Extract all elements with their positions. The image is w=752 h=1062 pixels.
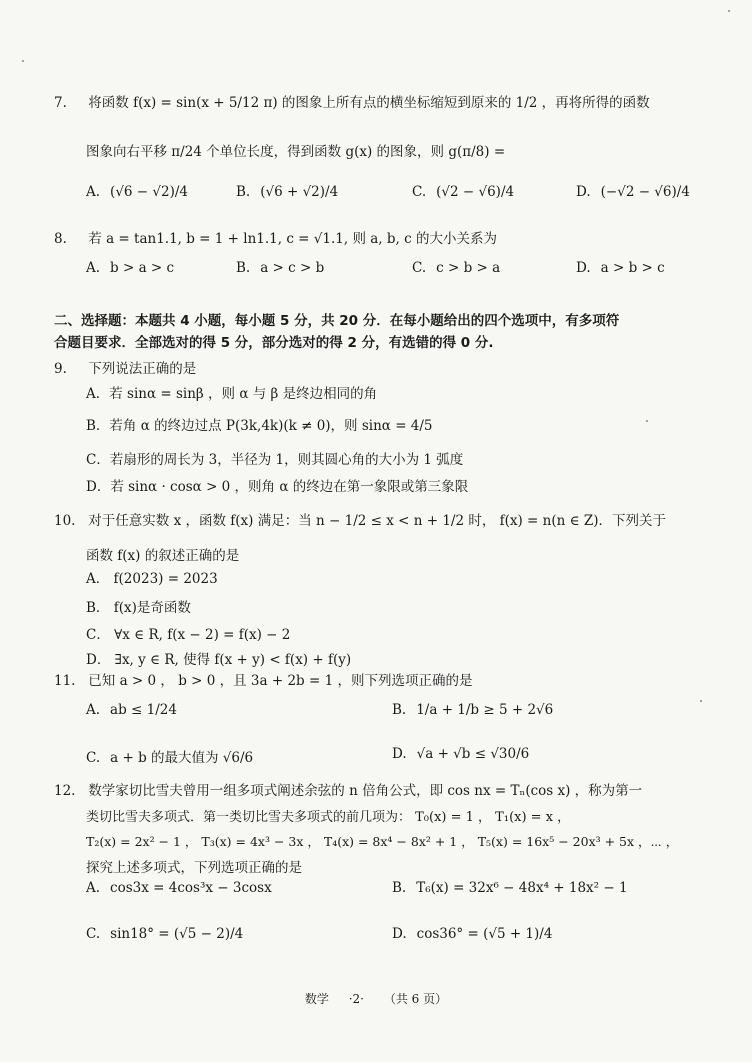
question-number: 7. <box>54 95 67 111</box>
option-a: A. cos3x = 4cos³x − 3cosx <box>86 880 272 896</box>
question-8 <box>54 228 704 250</box>
section-2-header-line2: 合题目要求．全部选对的得 5 分，部分选对的得 2 分，有选错的得 0 分. <box>54 335 494 351</box>
question-7-line2: 图象向右平移 π/24 个单位长度，得到函数 g(x) 的图象，则 g(π/8) = <box>86 144 506 160</box>
page-footer <box>0 990 752 1007</box>
option-d: D. a > b > c <box>576 260 665 276</box>
question-12-line4: 探究上述多项式，下列选项正确的是 <box>86 860 302 876</box>
option-a: A. b > a > c <box>86 260 175 276</box>
question-stem: 对于任意实数 x ，函数 f(x) 满足：当 n − 1/2 ≤ x < n + 1/2 时， f(x) = n(n ∈ Z)．下列关于 <box>88 513 667 529</box>
scan-speck <box>700 700 702 702</box>
option-d: D. cos36° = (√5 + 1)/4 <box>392 926 553 942</box>
option-b: B． f(x)是奇函数 <box>86 600 191 616</box>
option-d: D. (−√2 − √6)/4 <box>576 184 690 200</box>
scan-speck <box>22 60 24 62</box>
question-stem: 下列说法正确的是 <box>88 361 197 377</box>
option-a: A. (√6 − √2)/4 <box>86 184 188 200</box>
question-11 <box>54 670 704 692</box>
question-12 <box>54 780 704 802</box>
option-b: B. (√6 + √2)/4 <box>236 184 339 200</box>
question-number: 11. <box>54 673 76 689</box>
option-d: D. √a + √b ≤ √30/6 <box>392 746 530 762</box>
question-10-line2: 函数 f(x) 的叙述正确的是 <box>86 548 240 564</box>
question-stem: 已知 a > 0 ， b > 0 ，且 3a + 2b = 1 ，则下列选项正确的是 <box>88 673 473 689</box>
question-7 <box>54 92 704 114</box>
option-b: B. 1/a + 1/b ≥ 5 + 2√6 <box>392 702 554 718</box>
question-stem: 数学家切比雪夫曾用一组多项式阐述余弦的 n 倍角公式，即 cos nx = Tₙ(cos x) ，称为第一 <box>88 783 643 799</box>
scan-speck <box>646 420 648 422</box>
question-12-line3: T₂(x) = 2x² − 1 ， T₃(x) = 4x³ − 3x ， T₄(x) = 8x⁴ − 8x² + 1 ， T₅(x) = 16x⁵ − 20x³ + 5x ，⋯ ， <box>86 834 679 849</box>
option-b: B. T₆(x) = 32x⁶ − 48x⁴ + 18x² − 1 <box>392 880 628 896</box>
question-stem: 将函数 f(x) = sin(x + 5/12 π) 的图象上所有点的横坐标缩短到原来的 1/2 ，再将所得的函数 <box>88 95 650 111</box>
option-a: A． f(2023) = 2023 <box>86 571 218 587</box>
footer-subject: 数学 <box>304 992 329 1006</box>
option-c: C． ∀x ∈ R, f(x − 2) = f(x) − 2 <box>86 627 291 643</box>
question-10 <box>54 510 704 532</box>
option-c: C. c > b > a <box>412 260 501 276</box>
question-stem: 若 a = tan1.1, b = 1 + ln1.1, c = √1.1, 则 a, b, c 的大小关系为 <box>88 231 497 247</box>
footer-total-pages: （共 6 页） <box>383 992 448 1006</box>
question-number: 12. <box>54 783 76 799</box>
option-a: A．若 sinα = sinβ ，则 α 与 β 是终边相同的角 <box>86 386 378 402</box>
option-c: C．若扇形的周长为 3，半径为 1，则其圆心角的大小为 1 弧度 <box>86 452 464 468</box>
option-c: C. sin18° = (√5 − 2)/4 <box>86 926 244 942</box>
option-b: B. a > c > b <box>236 260 325 276</box>
question-number: 8. <box>54 231 67 247</box>
question-number: 10. <box>54 513 76 529</box>
scan-speck <box>728 10 730 12</box>
question-number: 9. <box>54 361 67 377</box>
section-2-header-line1: 二、选择题：本题共 4 小题，每小题 5 分，共 20 分．在每小题给出的四个选项中，有多项符 <box>54 313 620 329</box>
option-c: C. a + b 的最大值为 √6/6 <box>86 750 254 766</box>
option-d: D． ∃x, y ∈ R, 使得 f(x + y) < f(x) + f(y) <box>86 652 352 668</box>
question-12-line2: 类切比雪夫多项式．第一类切比雪夫多项式的前几项为： T₀(x) = 1 ， T₁(x) = x ， <box>86 810 571 825</box>
footer-page-number: ·2· <box>348 992 364 1006</box>
option-b: B．若角 α 的终边过点 P(3k,4k)(k ≠ 0)，则 sinα = 4/5 <box>86 418 433 434</box>
option-d: D．若 sinα · cosα > 0 ，则角 α 的终边在第一象限或第三象限 <box>86 479 469 495</box>
option-c: C. (√2 − √6)/4 <box>412 184 515 200</box>
question-9 <box>54 358 704 380</box>
option-a: A. ab ≤ 1/24 <box>86 702 177 718</box>
